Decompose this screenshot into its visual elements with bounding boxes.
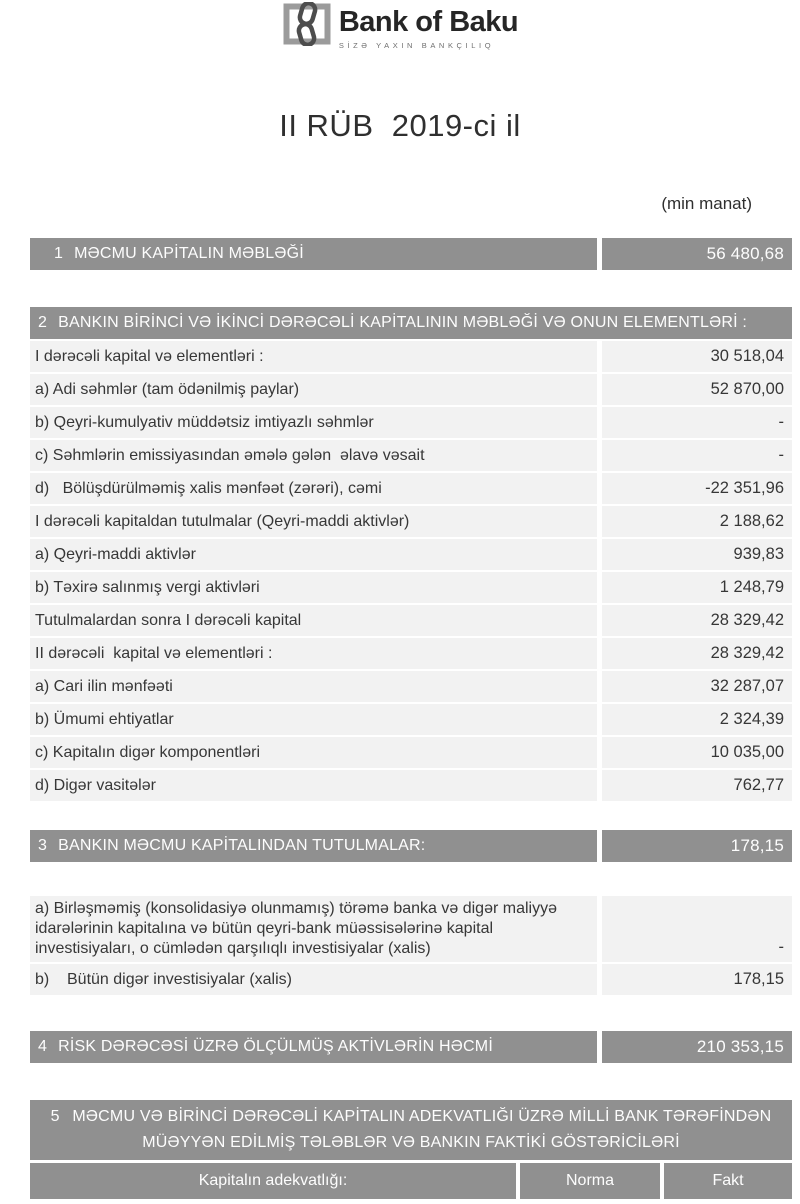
- brand-tagline: SİZƏ YAXIN BANKÇILIQ: [338, 41, 495, 50]
- section-5-title: [30, 1100, 792, 1160]
- table-row: [30, 964, 792, 995]
- row-value: 32 287,07: [602, 671, 792, 702]
- section-1-title: [30, 238, 597, 270]
- adequacy-column-fakt: Fakt: [664, 1163, 792, 1199]
- report-body: [30, 238, 792, 1199]
- brand-text: [339, 2, 518, 50]
- row-label: d) Digər vasitələr: [30, 770, 597, 801]
- row-value: -: [602, 896, 792, 962]
- row-value: 762,77: [602, 770, 792, 801]
- row-label: c) Səhmlərin emissiyasından əmələ gələn əlavə vəsait: [30, 440, 597, 471]
- table-row: [30, 374, 792, 405]
- section-4-header: [30, 1031, 792, 1063]
- table-row: [30, 770, 792, 801]
- row-label: b) Ümumi ehtiyatlar: [30, 704, 597, 735]
- row-value: 30 518,04: [602, 341, 792, 372]
- row-value: -: [602, 407, 792, 438]
- section-4-number: 4: [38, 1038, 48, 1055]
- row-value: 28 329,42: [602, 605, 792, 636]
- table-row: [30, 539, 792, 570]
- section-4-value: 210 353,15: [602, 1031, 792, 1063]
- section-2-title: [30, 307, 792, 339]
- row-label: a) Birləşməmiş (konsolidasiyə olunmamış) törəmə banka və digər maliyyə idarələrinin kapitalına və bütün qeyri-bank müəssisələrinə kapital investisiyaları, o cümlədən qarşılıqlı investisiyalar (xalis): [30, 896, 597, 962]
- table-row: [30, 704, 792, 735]
- section-1-header: [30, 238, 792, 270]
- section-3-header: [30, 830, 792, 862]
- adequacy-column-label: Kapitalın adekvatlığı:: [30, 1163, 516, 1199]
- section-4-label: RİSK DƏRƏCƏSİ ÜZRƏ ÖLÇÜLMÜŞ AKTİVLƏRİN HƏCMİ: [58, 1038, 493, 1055]
- section-2-number: 2: [38, 314, 48, 331]
- row-label: c) Kapitalın digər komponentləri: [30, 737, 597, 768]
- row-label: I dərəcəli kapital və elementləri :: [30, 341, 597, 372]
- section-5-label: MƏCMU VƏ BİRİNCİ DƏRƏCƏLİ KAPİTALIN ADEKVATLIĞI ÜZRƏ MİLLİ BANK TƏRƏFİNDƏN MÜƏYYƏN EDİLMİŞ TƏLƏBLƏR VƏ BANKIN FAKTİKİ GÖSTƏRİCİLƏRİ: [72, 1108, 772, 1151]
- adequacy-table-header: [30, 1163, 792, 1199]
- row-label: Tutulmalardan sonra I dərəcəli kapital: [30, 605, 597, 636]
- table-row: [30, 407, 792, 438]
- table-row: [30, 638, 792, 669]
- table-row: [30, 896, 792, 962]
- row-value: 1 248,79: [602, 572, 792, 603]
- row-label: II dərəcəli kapital və elementləri :: [30, 638, 597, 669]
- row-value: 28 329,42: [602, 638, 792, 669]
- row-label: I dərəcəli kapitaldan tutulmalar (Qeyri-maddi aktivlər): [30, 506, 597, 537]
- row-label: a) Cari ilin mənfəəti: [30, 671, 597, 702]
- table-row: [30, 506, 792, 537]
- section-2-label: BANKIN BİRİNCİ VƏ İKİNCİ DƏRƏCƏLİ KAPİTALININ MƏBLƏĞİ VƏ ONUN ELEMENTLƏRİ :: [58, 314, 748, 331]
- row-value: -22 351,96: [602, 473, 792, 504]
- table-row: [30, 473, 792, 504]
- row-label: b) Qeyri-kumulyativ müddətsiz imtiyazlı səhmlər: [30, 407, 597, 438]
- row-label: d) Bölüşdürülməmiş xalis mənfəət (zərəri), cəmi: [30, 473, 597, 504]
- section-5-number: 5: [50, 1108, 60, 1125]
- table-row: [30, 440, 792, 471]
- section-2-header: [30, 307, 792, 339]
- row-label: b) Bütün digər investisiyalar (xalis): [30, 964, 597, 995]
- table-row: [30, 737, 792, 768]
- row-label: a) Adi səhmlər (tam ödənilmiş paylar): [30, 374, 597, 405]
- section-3-rows: [30, 896, 792, 995]
- row-label: a) Qeyri-maddi aktivlər: [30, 539, 597, 570]
- row-value: 178,15: [602, 964, 792, 995]
- section-3-value: 178,15: [602, 830, 792, 862]
- unit-note: (min manat): [661, 194, 752, 213]
- row-value: 10 035,00: [602, 737, 792, 768]
- section-3-label: BANKIN MƏCMU KAPİTALINDAN TUTULMALAR:: [58, 837, 426, 854]
- table-row: [30, 605, 792, 636]
- row-value: 52 870,00: [602, 374, 792, 405]
- section-1-label: MƏCMU KAPİTALIN MƏBLƏĞİ: [74, 245, 304, 262]
- row-value: 2 188,62: [602, 506, 792, 537]
- section-5-header: [30, 1100, 792, 1160]
- section-3-title: [30, 830, 597, 862]
- chain-link-icon: [282, 2, 332, 46]
- row-label: b) Təxirə salınmış vergi aktivləri: [30, 572, 597, 603]
- brand-name: Bank of Baku: [338, 6, 519, 38]
- section-1-value: 56 480,68: [602, 238, 792, 270]
- section-3-number: 3: [38, 837, 48, 854]
- row-value: 2 324,39: [602, 704, 792, 735]
- table-row: [30, 572, 792, 603]
- row-value: -: [602, 440, 792, 471]
- table-row: [30, 341, 792, 372]
- row-value: 939,83: [602, 539, 792, 570]
- section-1-number: 1: [54, 245, 64, 262]
- section-2-rows: [30, 341, 792, 801]
- section-4-title: [30, 1031, 597, 1063]
- report-title: II RÜB 2019-ci il: [279, 108, 521, 143]
- table-row: [30, 671, 792, 702]
- brand-header: [0, 0, 800, 50]
- adequacy-column-norma: Norma: [520, 1163, 660, 1199]
